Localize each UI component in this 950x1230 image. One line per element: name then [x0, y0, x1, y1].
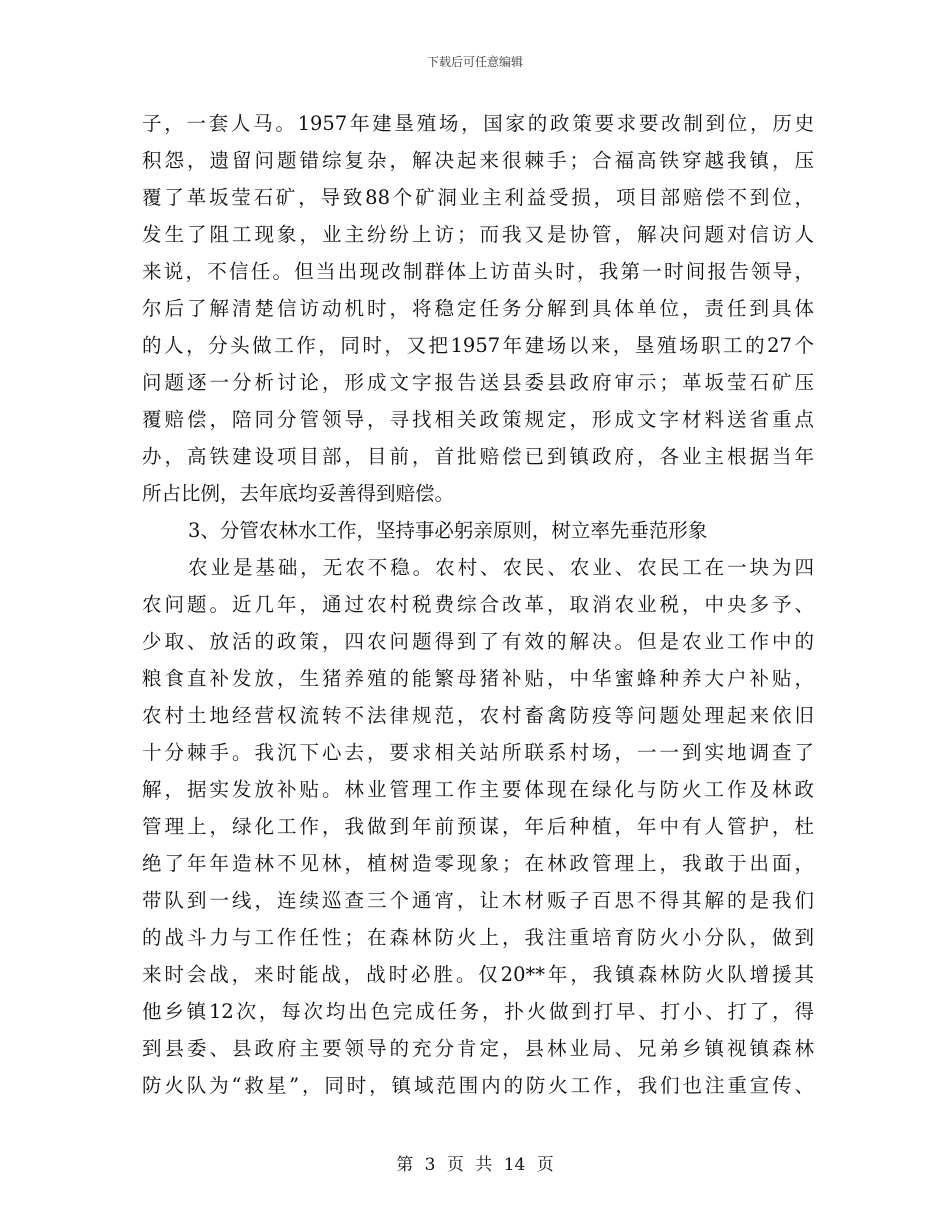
text-line: 管理上，绿化工作，我做到年前预谋，年后种植，年中有人管护，杜: [142, 815, 814, 838]
text-line: 尔后了解清楚信访动机时，将稳定任务分解到具体单位，责任到具体: [142, 297, 814, 320]
text-line: 问题逐一分析讨论，形成文字报告送县委县政府审示；革坂莹石矿压: [142, 371, 814, 394]
text-line: 所占比例，去年底均妥善得到赔偿。: [142, 482, 455, 505]
page-number-footer: 第 3 页 共 14 页: [396, 1155, 554, 1175]
text-line: 积怨，遗留问题错综复杂，解决起来很棘手；合福高铁穿越我镇，压: [142, 149, 814, 172]
text-line: 发生了阻工现象，业主纷纷上访；而我又是协管，解决问题对信访人: [142, 223, 814, 246]
text-line: 十分棘手。我沉下心去，要求相关站所联系村场，一一到实地调查了: [142, 741, 814, 764]
page-header: 下载后可任意编辑: [426, 55, 523, 69]
text-line: 办，高铁建设项目部，目前，首批赔偿已到镇政府，各业主根据当年: [142, 445, 814, 468]
text-line: 覆赔偿，陪同分管领导，寻找相关政策规定，形成文字材料送省重点: [142, 408, 814, 431]
text-line: 农问题。近几年，通过农村税费综合改革，取消农业税，中央多予、: [142, 593, 814, 616]
text-line: 覆了革坂莹石矿，导致88个矿洞业主利益受损，项目部赔偿不到位，: [142, 186, 814, 209]
text-line: 来时会战，来时能战，战时必胜。仅20**年，我镇森林防火队增援其: [142, 963, 814, 986]
text-line: 带队到一线，连续巡查三个通宵，让木材贩子百思不得其解的是我们: [142, 889, 814, 912]
paragraph-1: [142, 105, 814, 512]
document-body: [142, 105, 814, 1104]
text-line: 到县委、县政府主要领导的充分肯定，县林业局、兄弟乡镇视镇森林: [142, 1037, 814, 1060]
text-line: 的战斗力与工作任性；在森林防火上，我注重培育防火小分队，做到: [142, 926, 814, 949]
text-line: 他乡镇12次，每次均出色完成任务，扑火做到打早、打小、打了，得: [142, 1000, 814, 1023]
text-line: 农村土地经营权流转不法律规范，农村畜禽防疫等问题处理起来依旧: [142, 704, 814, 727]
heading-line: 3、分管农林水工作，坚持事必躬亲原则，树立率先垂范形象: [188, 519, 708, 542]
paragraph-2: [142, 549, 814, 1104]
text-line: 子，一套人马。1957年建垦殖场，国家的政策要求要改制到位，历史: [142, 112, 814, 135]
text-line: 绝了年年造林不见林，植树造零现象；在林政管理上，我敢于出面，: [142, 852, 814, 875]
text-line: 解，据实发放补贴。林业管理工作主要体现在绿化与防火工作及林政: [142, 778, 814, 801]
section-heading: [142, 512, 814, 549]
text-line: 来说，不信任。但当出现改制群体上访苗头时，我第一时间报告领导，: [142, 260, 814, 283]
text-line: 的人，分头做工作，同时，又把1957年建场以来，垦殖场职工的27个: [142, 334, 814, 357]
text-line: 农业是基础，无农不稳。农村、农民、农业、农民工在一块为四: [188, 556, 814, 579]
text-line: 少取、放活的政策，四农问题得到了有效的解决。但是农业工作中的: [142, 630, 814, 653]
text-line: 防火队为“救星”，同时，镇域范围内的防火工作，我们也注重宣传、: [142, 1074, 814, 1097]
text-line: 粮食直补发放，生猪养殖的能繁母猪补贴，中华蜜蜂种养大户补贴，: [142, 667, 814, 690]
